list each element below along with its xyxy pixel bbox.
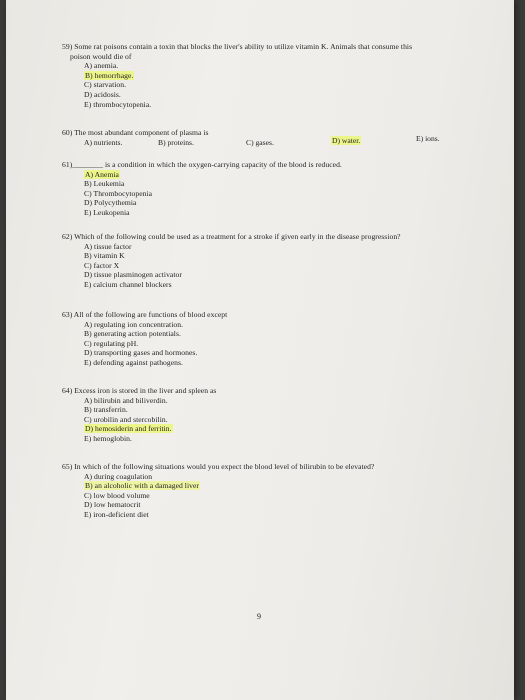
option-c: C) starvation. xyxy=(84,80,127,90)
question-61 xyxy=(62,160,342,218)
option-d: D) low hematocrit xyxy=(84,500,141,510)
option-e: E) hemoglobin. xyxy=(84,433,132,443)
question-65 xyxy=(62,462,374,520)
option-b: B) transferrin. xyxy=(84,405,128,415)
option-b xyxy=(62,71,412,81)
question-60 xyxy=(62,128,209,138)
question-63 xyxy=(62,310,227,368)
highlighted-answer: A) Anemia xyxy=(85,169,119,179)
question-stem: 63) All of the following are functions of blood except xyxy=(62,310,228,319)
highlighted-answer: B) hemorrhage. xyxy=(85,70,134,80)
answer-blank: ________ xyxy=(72,160,104,169)
option-b: B) proteins. xyxy=(158,138,194,147)
question-text: is a condition in which the oxygen-carrying capacity of the blood is reduced. xyxy=(105,160,342,169)
option-d xyxy=(331,136,361,145)
option-d: D) tissue plasminogen activator xyxy=(84,270,182,280)
question-stem: 62) Which of the following could be used as a treatment for a stroke if given early in the disease progression? xyxy=(62,232,401,241)
option-c: C) factor X xyxy=(84,260,120,270)
option-d: D) Polycythemia xyxy=(84,198,137,208)
option-a xyxy=(62,170,342,180)
highlighted-answer: D) water. xyxy=(332,136,361,145)
page-number: 9 xyxy=(257,612,261,621)
question-59 xyxy=(62,42,412,109)
highlighted-answer: B) an alcoholic with a damaged liver xyxy=(85,481,199,491)
question-stem: 59) Some rat poisons contain a toxin that blocks the liver's ability to utilize vitamin K. Animals that consume this xyxy=(62,42,413,51)
option-a: A) nutrients. xyxy=(84,138,123,147)
document-page xyxy=(6,0,514,700)
option-d: D) acidosis. xyxy=(84,89,121,99)
option-e: E) calcium channel blockers xyxy=(84,279,172,289)
option-d xyxy=(62,424,216,434)
option-c: C) urobilin and stercobilin. xyxy=(84,414,168,424)
option-a: A) tissue factor xyxy=(84,241,132,251)
question-64 xyxy=(62,386,216,444)
option-e: E) defending against pathogens. xyxy=(84,357,183,367)
question-number: 61) xyxy=(62,160,73,169)
highlighted-answer: D) hemosiderin and ferritin. xyxy=(85,424,172,434)
option-e: E) Leukopenia xyxy=(84,207,130,217)
option-c: C) Thrombocytopenia xyxy=(84,188,153,198)
option-c: C) low blood volume xyxy=(84,490,150,500)
option-e: E) thrombocytopenia. xyxy=(84,99,152,109)
option-b: B) Leukemia xyxy=(84,179,125,189)
option-e: E) iron-deficient diet xyxy=(84,509,149,519)
question-62 xyxy=(62,232,401,290)
question-stem xyxy=(62,160,342,170)
option-a: A) regulating ion concentration. xyxy=(84,319,184,329)
option-b xyxy=(62,481,374,491)
question-stem: 64) Excess iron is stored in the liver and spleen as xyxy=(62,386,217,395)
option-b: B) generating action potentials. xyxy=(84,329,181,339)
question-stem: 60) The most abundant component of plasma is xyxy=(62,128,209,137)
option-c: C) gases. xyxy=(246,138,274,147)
option-d: D) transporting gases and hormones. xyxy=(84,348,198,358)
question-stem: 65) In which of the following situations would you expect the blood level of bilirubin to be elevated? xyxy=(62,462,375,471)
option-b: B) vitamin K xyxy=(84,251,125,261)
option-e: E) ions. xyxy=(416,134,440,143)
option-a: A) during coagulation xyxy=(84,471,153,481)
option-a: A) bilirubin and biliverdin. xyxy=(84,395,168,405)
option-c: C) regulating pH. xyxy=(84,338,139,348)
option-a: A) anemia. xyxy=(84,61,119,71)
question-stem-cont: poison would die of xyxy=(70,51,132,61)
